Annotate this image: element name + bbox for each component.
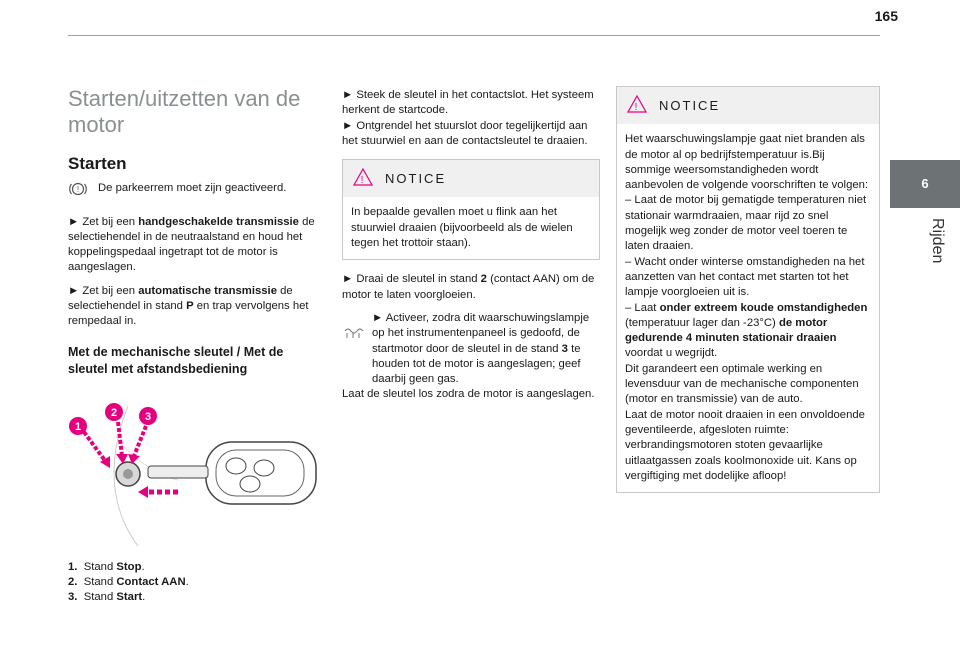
notice-box: [342, 159, 600, 260]
notice-text: In bepaalde gevallen moet u flink aan het stuurwiel draaien (bijvoorbeeld als de wielen tegen het trottoir staan).: [351, 206, 573, 250]
list-item: 2. Stand Contact AAN.: [68, 575, 189, 588]
notice-label: NOTICE: [385, 171, 447, 187]
position-list: [68, 560, 324, 606]
preheat-step: ► Draai de sleutel in stand 2 (contact AAN) om de motor te laten voorgloeien.: [342, 273, 595, 301]
svg-text:!: !: [634, 102, 640, 113]
notice-para: – Laat de motor bij gematigde temperaturen niet stationair warmdraaien, maar rijd zo snel mogelijk weg zonder de motor veel toeren te laten draaien.: [625, 194, 867, 253]
page-number: 165: [874, 8, 898, 24]
notice-label: NOTICE: [659, 98, 721, 113]
parking-brake-note: [68, 181, 324, 202]
warning-icon: [353, 168, 373, 189]
column-1: [68, 80, 324, 606]
note-text: De parkeerrem moet zijn geactiveerd.: [98, 182, 287, 195]
manual-transmission-step: ► Zet bij een handgeschakelde transmissie de selectiehendel in de neutraalstand en houd het koppelingspedaal ingetrapt tot de motor is aangeslagen.: [68, 215, 315, 274]
svg-text:!: !: [76, 185, 80, 195]
release-key-step: Laat de sleutel los zodra de motor is aangeslagen.: [342, 388, 595, 401]
notice-header: [617, 87, 879, 124]
key-heading: Met de mechanische sleutel / Met de sleutel met afstandsbediening: [68, 344, 284, 376]
arrow-2: [116, 422, 128, 464]
arrow-start: [138, 486, 178, 498]
svg-text:3: 3: [144, 410, 152, 423]
warning-icon: [627, 95, 647, 116]
preheat-lamp-step: ► Activeer, zodra dit waarschuwingslampje op het instrumentenpaneel is gedoofd, de startmotor door de sleutel in de stand 3 te houden tot de motor is aangeslagen; geef daarbij geen gas.: [342, 311, 600, 387]
column-2: [342, 88, 600, 411]
section-title: Starten/uitzetten van de motor: [68, 86, 301, 137]
glow-plug-icon: [342, 311, 364, 387]
callout-3: [139, 407, 157, 425]
notice-para: Het waarschuwingslampje gaat niet branden als de motor al op bedrijfstemperatuur is.Bij sommige weersomstandigheden wordt aanbevolen de volgende voorschriften te volgen:: [625, 133, 869, 192]
automatic-transmission-step: ► Zet bij een automatische transmissie de selectiehendel in stand P en trap vervolgens het rempedaal in.: [68, 284, 309, 328]
notice-para: Dit garandeert een optimale werking en levensduur van de mechanische componenten (motor en transmissie) van de auto.: [625, 362, 859, 406]
svg-text:1: 1: [74, 420, 82, 433]
notice-body: [617, 124, 879, 492]
list-item: 3. Stand Start.: [68, 591, 146, 604]
callout-2: [105, 403, 123, 421]
notice-header: [343, 160, 599, 197]
header-divider: [68, 35, 880, 36]
notice-para: – Wacht onder winterse omstandigheden na het aanzetten van het contact met starten tot het lampje voorgloeien uit is.: [625, 255, 865, 299]
key-ignition-illustration: [68, 396, 324, 546]
svg-text:2: 2: [110, 406, 118, 419]
notice-box-cold: [616, 86, 880, 493]
parking-brake-icon: [68, 181, 90, 202]
svg-text:!: !: [360, 175, 366, 187]
notice-para: – Laat onder extreem koude omstandigheden (temperatuur lager dan -23°C) de motor gedurende 4 minuten stationair draaien voordat u wegrijdt.: [625, 301, 868, 360]
subsection-title: Starten: [68, 154, 127, 173]
callout-1: [69, 417, 87, 435]
unlock-steering-step: ► Ontgrendel het stuurslot door tegelijkertijd aan het stuurwiel en aan de contactsleutel te draaien.: [342, 119, 588, 147]
column-3: [616, 86, 880, 505]
chapter-label: Rijden: [929, 218, 946, 264]
arrow-3: [128, 426, 146, 464]
chapter-tab[interactable]: 6: [890, 160, 960, 208]
list-item: 1. Stand Stop.: [68, 560, 145, 573]
notice-para: Laat de motor nooit draaien in een onvoldoende geventileerde, afgesloten ruimte: verbrandingsmotoren stoten gevaarlijke uitlaatgassen zoals koolmonoxide uit. Kans op vergiftiging met dodelijke afloop!: [625, 408, 865, 482]
arrow-1: [84, 432, 110, 468]
insert-key-step: ► Steek de sleutel in het contactslot. Het systeem herkent de startcode.: [342, 89, 594, 117]
